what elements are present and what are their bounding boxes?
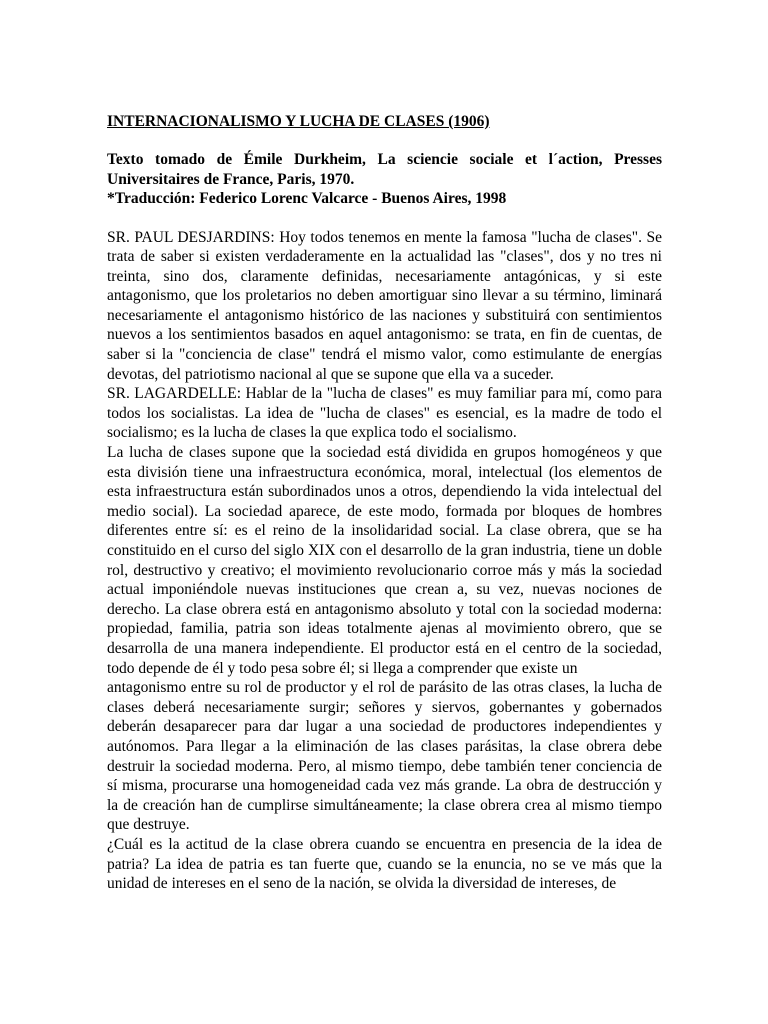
source-citation: Texto tomado de Émile Durkheim, La sciencie sociale et l´action, Presses Universitaires de France, Paris, 1970. <box>107 151 662 188</box>
paragraph-class-struggle: La lucha de clases supone que la sociedad está dividida en grupos homogéneos y que esta división tiene una infraestructura económica, moral, intelectual (los elementos de esta infraestructura están subordinados unos a otros, dependiendo la vida intelectual del medio social). La sociedad aparece, de este modo, formada por bloques de hombres diferentes entre sí: es el reino de la insolidaridad social. La clase obrera, que se ha constituido en el curso del siglo XIX con el desarrollo de la gran industria, tiene un doble rol, destructivo y creativo; el movimiento revolucionario corroe más y más la sociedad actual imponiéndole nuevas instituciones que crean a, su vez, nuevas nociones de derecho. La clase obrera está en antagonismo absoluto y total con la sociedad moderna: propiedad, familia, patria son ideas totalmente ajenas al movimiento obrero, que se desarrolla de una manera independiente. El productor está en el centro de la sociedad, todo depende de él y todo pesa sobre él; si llega a comprender que existe un <box>107 444 662 677</box>
translation-credit: *Traducción: Federico Lorenc Valcarce - Buenos Aires, 1998 <box>107 190 507 207</box>
paragraph-patria: ¿Cuál es la actitud de la clase obrera cuando se encuentra en presencia de la idea de patria? La idea de patria es tan fuerte que, cuando se la enuncia, no se ve más que la unidad de intereses en el seno de la nación, se olvida la diversidad de intereses, de <box>107 835 662 893</box>
paragraph-desjardins: SR. PAUL DESJARDINS: Hoy todos tenemos en mente la famosa "lucha de clases". Se trata de saber si existen verdaderamente en la actualidad las "clases", dos y no tres ni treinta, sino dos, claramente definidas, necesariamente antagónicas, y si este antagonismo, que los proletarios no deben amortiguar sino llevar a su término, liminará necesariamente el antagonismo histórico de las naciones y substituirá con sentimientos nuevos a los sentimientos basados en aquel antagonismo: se trata, en fin de cuentas, de saber si la "conciencia de clase" tendrá el mismo valor, como estimulante de energías devotas, del patriotismo nacional al que se supone que ella va a suceder. <box>107 228 662 383</box>
document-title: INTERNACIONALISMO Y LUCHA DE CLASES (1906) <box>107 113 490 130</box>
paragraph-lagardelle: SR. LAGARDELLE: Hablar de la "lucha de clases" es muy familiar para mí, como para todos los socialistas. La idea de "lucha de clases" es esencial, es la madre de todo el socialismo; es la lucha de clases la que explica todo el socialismo. <box>107 385 662 442</box>
source-block <box>107 150 662 209</box>
document-body <box>107 228 662 894</box>
paragraph-antagonism: antagonismo entre su rol de productor y el rol de parásito de las otras clases, la lucha de clases deberá necesariamente surgir; señores y siervos, gobernantes y gobernados deberán desaparecer para dar lugar a una sociedad de productores independientes y autónomos. Para llegar a la eliminación de las clases parásitas, la clase obrera debe destruir la sociedad moderna. Pero, al mismo tiempo, debe también tener conciencia de sí misma, procurarse una homogeneidad cada vez más grande. La obra de destrucción y la de creación han de cumplirse simultáneamente; la clase obrera crea al mismo tiempo que destruye. <box>107 679 662 834</box>
